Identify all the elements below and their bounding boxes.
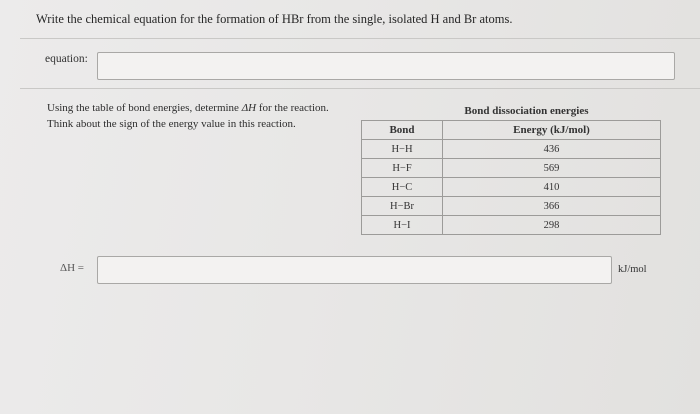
energy-cell: 298 bbox=[443, 216, 661, 235]
instructions-text bbox=[47, 100, 347, 132]
table-row bbox=[362, 197, 661, 216]
table-row bbox=[362, 178, 661, 197]
instructions-rest: reaction. Think about the sign of the energy value in this reaction. bbox=[47, 102, 329, 130]
table-title: Bond dissociation energies bbox=[362, 102, 661, 121]
energy-cell: 410 bbox=[443, 178, 661, 197]
table-row bbox=[362, 216, 661, 235]
bond-cell: H−Br bbox=[362, 197, 443, 216]
bond-cell: H−I bbox=[362, 216, 443, 235]
instructions-suffix: for the bbox=[256, 102, 288, 114]
delta-h-input[interactable] bbox=[97, 256, 612, 284]
column-header-energy: Energy (kJ/mol) bbox=[443, 121, 661, 140]
delta-h-symbol: ΔH bbox=[241, 102, 257, 114]
table-row bbox=[362, 140, 661, 159]
energy-cell: 366 bbox=[443, 197, 661, 216]
divider bbox=[20, 88, 700, 89]
question-text: Write the chemical equation for the formation of HBr from the single, isolated H and Br atoms. bbox=[36, 12, 513, 26]
instructions-prefix: Using the table of bond energies, determine bbox=[47, 102, 242, 114]
energy-cell: 569 bbox=[443, 159, 661, 178]
bond-energy-table bbox=[361, 102, 661, 235]
delta-h-label: ΔH = bbox=[60, 262, 84, 274]
energy-cell: 436 bbox=[443, 140, 661, 159]
column-header-bond: Bond bbox=[362, 121, 443, 140]
equation-input[interactable] bbox=[97, 52, 675, 80]
unit-label: kJ/mol bbox=[618, 264, 647, 275]
bond-cell: H−H bbox=[362, 140, 443, 159]
bond-cell: H−C bbox=[362, 178, 443, 197]
bond-cell: H−F bbox=[362, 159, 443, 178]
divider bbox=[20, 38, 700, 39]
equation-label: equation: bbox=[45, 53, 88, 65]
table-row bbox=[362, 159, 661, 178]
